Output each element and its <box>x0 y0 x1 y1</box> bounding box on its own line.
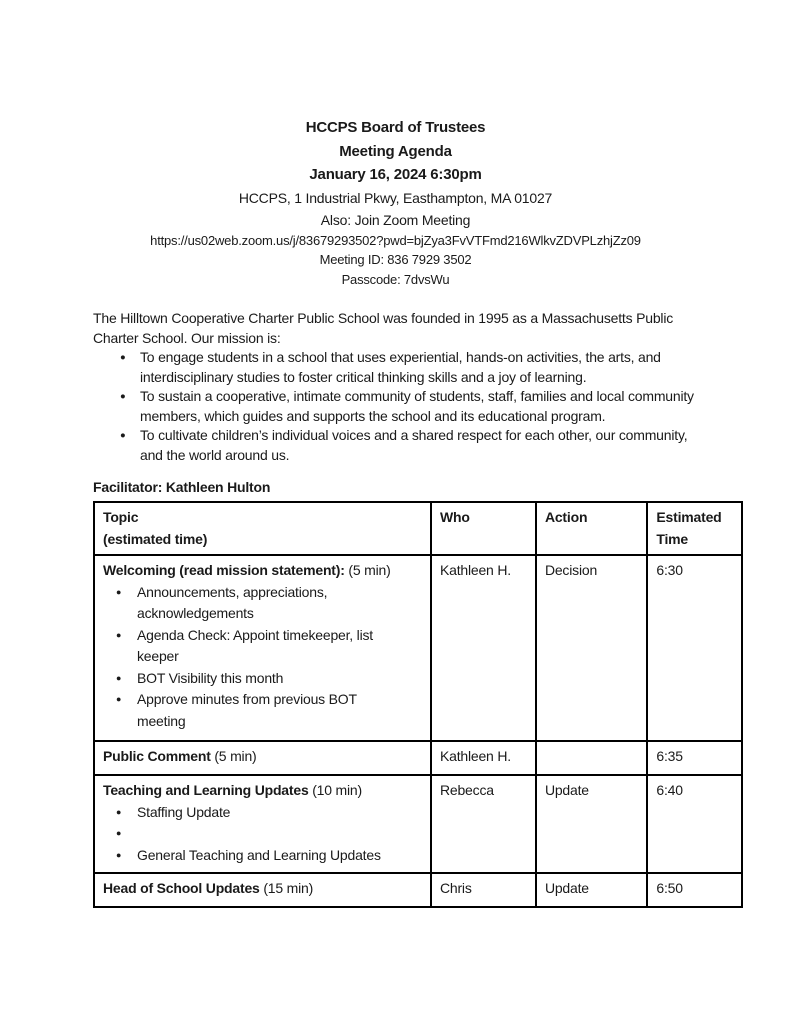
who-cell: Kathleen H. <box>431 741 536 775</box>
action-cell <box>536 741 647 775</box>
column-header-topic-line2: (estimated time) <box>103 530 208 547</box>
topic-title: Public Comment <box>103 748 211 764</box>
time-cell: 6:35 <box>647 741 742 775</box>
doc-title: HCCPS Board of Trustees <box>305 119 486 136</box>
action-cell: Update <box>536 775 647 873</box>
agenda-row-public-comment <box>94 741 742 775</box>
topic-title: Teaching and Learning Updates <box>103 782 309 798</box>
topic-bullet-empty <box>103 823 422 845</box>
meeting-id-line: Meeting ID: 836 7929 3502 <box>319 252 472 267</box>
agenda-row-teaching-learning <box>94 775 742 873</box>
topic-bullet-list <box>103 802 422 867</box>
topic-cell <box>94 741 431 775</box>
mission-bullet: ● To cultivate children’s individual voices and a shared respect for each other, our community, and the world around us. <box>93 426 707 465</box>
time-cell: 6:40 <box>647 775 742 873</box>
mission-intro-paragraph: The Hilltown Cooperative Charter Public School was founded in 1995 as a Massachusetts Public Charter School. Our mission is: <box>93 310 674 346</box>
column-header-who: Who <box>431 502 536 555</box>
topic-bullet: ● BOT Visibility this month <box>103 668 422 690</box>
who-cell: Rebecca <box>431 775 536 873</box>
topic-bullet: ● Approve minutes from previous BOT meeting <box>103 689 422 732</box>
topic-duration: (10 min) <box>308 782 362 798</box>
topic-cell <box>94 873 431 907</box>
doc-datetime: January 16, 2024 6:30pm <box>309 166 482 183</box>
doc-location: HCCPS, 1 Industrial Pkwy, Easthampton, MA 01027 <box>238 189 553 206</box>
topic-bullet: ● Staffing Update <box>103 802 422 824</box>
topic-duration: (5 min) <box>210 748 257 764</box>
action-cell: Decision <box>536 555 647 741</box>
topic-bullet: ● Agenda Check: Appoint timekeeper, list keeper <box>103 625 422 668</box>
agenda-table <box>93 501 743 908</box>
mission-bullet-list <box>93 348 707 465</box>
mission-bullet: ● To sustain a cooperative, intimate community of students, staff, families and local community members, which guides and supports the school and its educational program. <box>93 387 707 426</box>
zoom-meeting-url: https://us02web.zoom.us/j/83679293502?pwd=bjZya3FvVTFmd216WlkvZDVPLzhjZz09 <box>150 232 641 248</box>
who-cell: Kathleen H. <box>431 555 536 741</box>
column-header-estimated-time: Estimated Time <box>647 502 742 555</box>
topic-bullet-list <box>103 582 422 733</box>
topic-cell <box>94 775 431 873</box>
topic-cell <box>94 555 431 741</box>
agenda-header-row <box>94 502 742 555</box>
zoom-join-line: Also: Join Zoom Meeting <box>320 211 471 228</box>
topic-duration: (5 min) <box>344 562 391 578</box>
topic-duration: (15 min) <box>259 880 314 896</box>
column-header-topic <box>94 502 431 555</box>
topic-title: Head of School Updates <box>103 880 260 896</box>
action-cell: Update <box>536 873 647 907</box>
time-cell: 6:50 <box>647 873 742 907</box>
column-header-action: Action <box>536 502 647 555</box>
topic-bullet: ● General Teaching and Learning Updates <box>103 845 422 867</box>
facilitator-line: Facilitator: Kathleen Hulton <box>93 479 271 495</box>
document-header <box>0 116 791 289</box>
time-cell: 6:30 <box>647 555 742 741</box>
topic-bullet: ● Announcements, appreciations, acknowledgements <box>103 582 422 625</box>
topic-title: Welcoming (read mission statement): <box>103 562 345 578</box>
passcode-line: Passcode: 7dvsWu <box>341 271 450 287</box>
mission-bullet: ● To engage students in a school that uses experiential, hands-on activities, the arts, and interdisciplinary studies to foster critical thinking skills and a joy of learning. <box>93 348 707 387</box>
who-cell: Chris <box>431 873 536 907</box>
column-header-topic-line1: Topic <box>103 509 139 525</box>
mission-section <box>93 309 707 465</box>
doc-subtitle: Meeting Agenda <box>339 142 452 160</box>
agenda-row-head-of-school <box>94 873 742 907</box>
agenda-row-welcoming <box>94 555 742 741</box>
